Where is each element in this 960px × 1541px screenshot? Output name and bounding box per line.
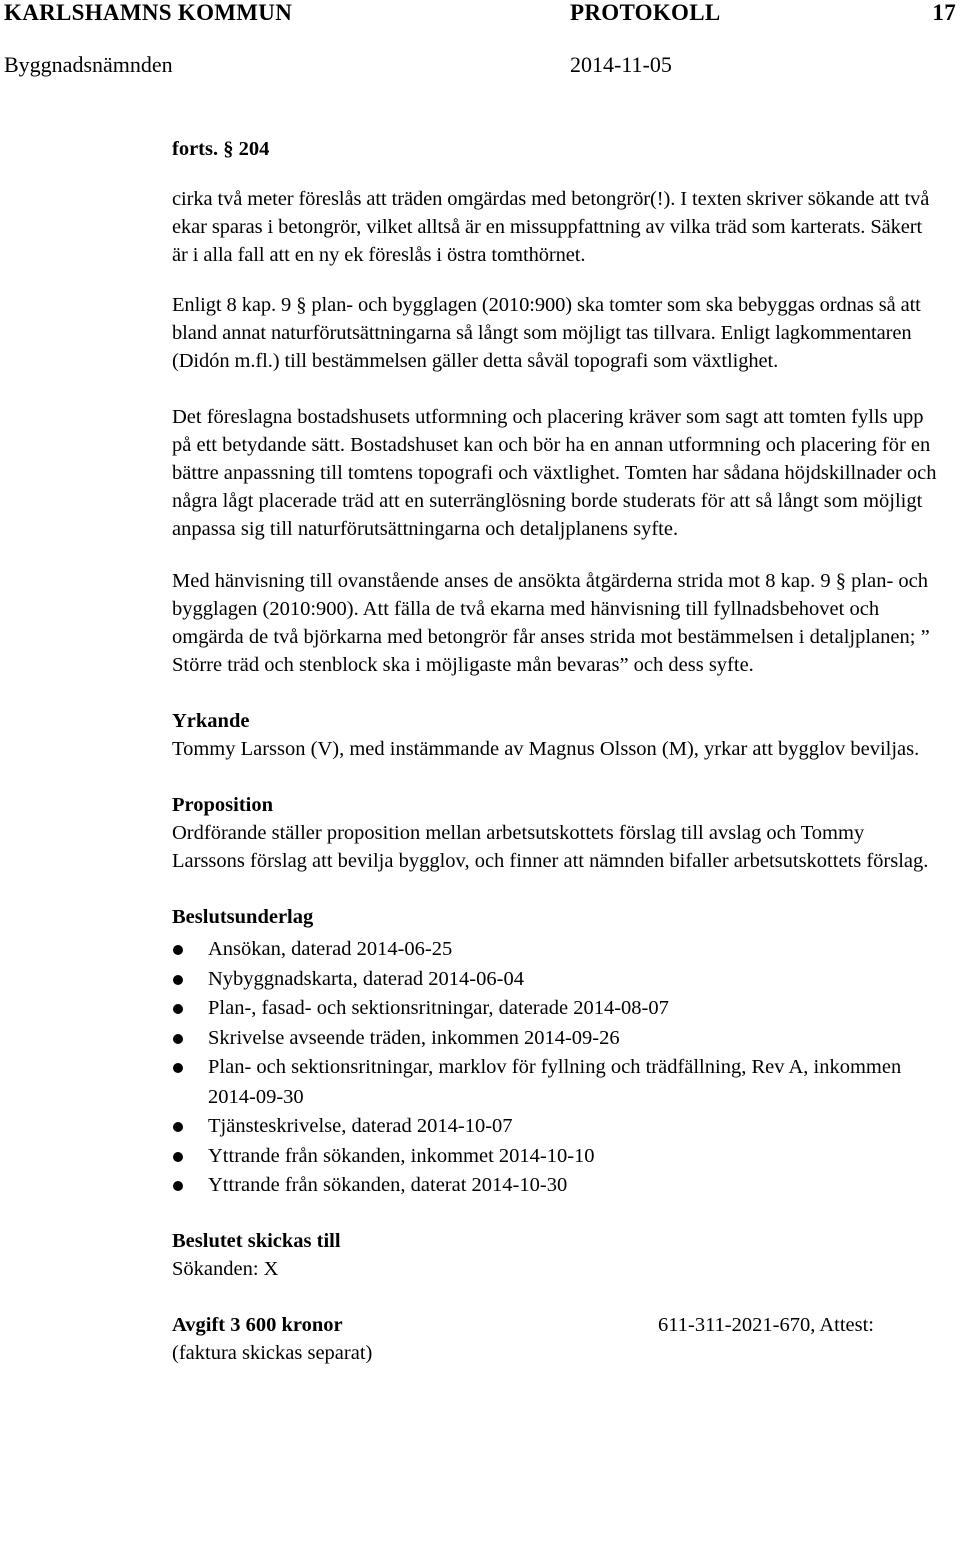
beslutsunderlag-list <box>172 935 942 1201</box>
proposition-heading: Proposition <box>172 794 273 816</box>
bullet-icon <box>173 945 183 955</box>
document-type: PROTOKOLL <box>570 0 721 25</box>
paragraph-design: Det föreslagna bostadshusets utformning och placering kräver som sagt att tomten fylls upp på ett betydande sätt. Bostadshuset kan och bör ha en annan utformning och placering för en bättre anpassning till tomtens topografi och växtlighet. Tomten har sådana höjdskillnader och några lågt placerade träd att en suterränglösning borde studerats för att så långt som möjligt anpassa sig till naturförutsättningarna och detaljplanens syfte. <box>172 406 937 540</box>
organization-name: KARLSHAMNS KOMMUN <box>4 0 293 25</box>
bullet-icon <box>173 1152 183 1162</box>
document-body <box>172 135 942 1367</box>
list-item: Plan-, fasad- och sektionsritningar, daterade 2014-08-07 <box>172 994 942 1024</box>
yrkande-text: Tommy Larsson (V), med instämmande av Magnus Olsson (M), yrkar att bygglov beviljas. <box>172 738 920 760</box>
page-header-bottom <box>4 52 956 78</box>
invoice-note: (faktura skickas separat) <box>172 1341 373 1364</box>
beslutet-skickas-heading: Beslutet skickas till <box>172 1229 341 1252</box>
fee-row <box>172 1311 942 1339</box>
committee-name: Byggnadsnämnden <box>4 52 173 77</box>
list-item: Nybyggnadskarta, daterad 2014-06-04 <box>172 965 942 995</box>
bullet-icon <box>173 1004 183 1014</box>
paragraph-law: Enligt 8 kap. 9 § plan- och bygglagen (2010:900) ska tomter som ska bebyggas ordnas så att bland annat naturförutsättningarna så långt som möjligt tas tillvara. Enligt lagkommentaren (Didón m.fl.) till bestämmelsen gäller detta såväl topografi som växtlighet. <box>172 294 921 372</box>
list-item: Yttrande från sökanden, inkommet 2014-10-10 <box>172 1142 942 1172</box>
yrkande-heading: Yrkande <box>172 710 250 732</box>
fee-account: 611-311-2021-670, Attest: <box>658 1313 874 1336</box>
list-item: Skrivelse avseende träden, inkommen 2014-09-26 <box>172 1024 942 1054</box>
meeting-date: 2014-11-05 <box>570 52 672 77</box>
bullet-icon <box>173 1063 183 1073</box>
list-item: Plan- och sektionsritningar, marklov för fyllning och trädfällning, Rev A, inkommen 2014-09-30 <box>172 1053 942 1112</box>
bullet-icon <box>173 1034 183 1044</box>
paragraph-trees: cirka två meter föreslås att träden omgärdas med betongrör(!). I texten skriver sökande att två ekar sparas i betongrör, vilket alltså är en missuppfattning av vilka träd som karterats. Säkert är i alla fall att en ny ek föreslås i östra tomthörnet. <box>172 188 930 266</box>
list-item: Yttrande från sökanden, daterat 2014-10-30 <box>172 1171 942 1201</box>
continuation-heading: forts. § 204 <box>172 138 270 160</box>
fee-label: Avgift 3 600 kronor <box>172 1313 343 1336</box>
beslutsunderlag-heading: Beslutsunderlag <box>172 906 314 928</box>
bullet-icon <box>173 1181 183 1191</box>
list-item: Ansökan, daterad 2014-06-25 <box>172 935 942 965</box>
paragraph-conclusion: Med hänvisning till ovanstående anses de ansökta åtgärderna strida mot 8 kap. 9 § plan- och bygglagen (2010:900). Att fälla de två ekarna med hänvisning till fyllnadsbehovet och omgärda de två björkarna med betongrör får anses strida mot bestämmelsen i detaljplanen; ” Större träd och stenblock ska i möjligaste mån bevaras” och dess syfte. <box>172 570 930 676</box>
recipient-text: Sökanden: X <box>172 1257 279 1280</box>
page-header-top <box>4 0 956 26</box>
page-number: 17 <box>932 0 956 25</box>
bullet-icon <box>173 975 183 985</box>
proposition-text: Ordförande ställer proposition mellan arbetsutskottets förslag till avslag och Tommy Larssons förslag att bevilja bygglov, och finner att nämnden bifaller arbetsutskottets förslag. <box>172 822 929 872</box>
bullet-icon <box>173 1122 183 1132</box>
list-item: Tjänsteskrivelse, daterad 2014-10-07 <box>172 1112 942 1142</box>
